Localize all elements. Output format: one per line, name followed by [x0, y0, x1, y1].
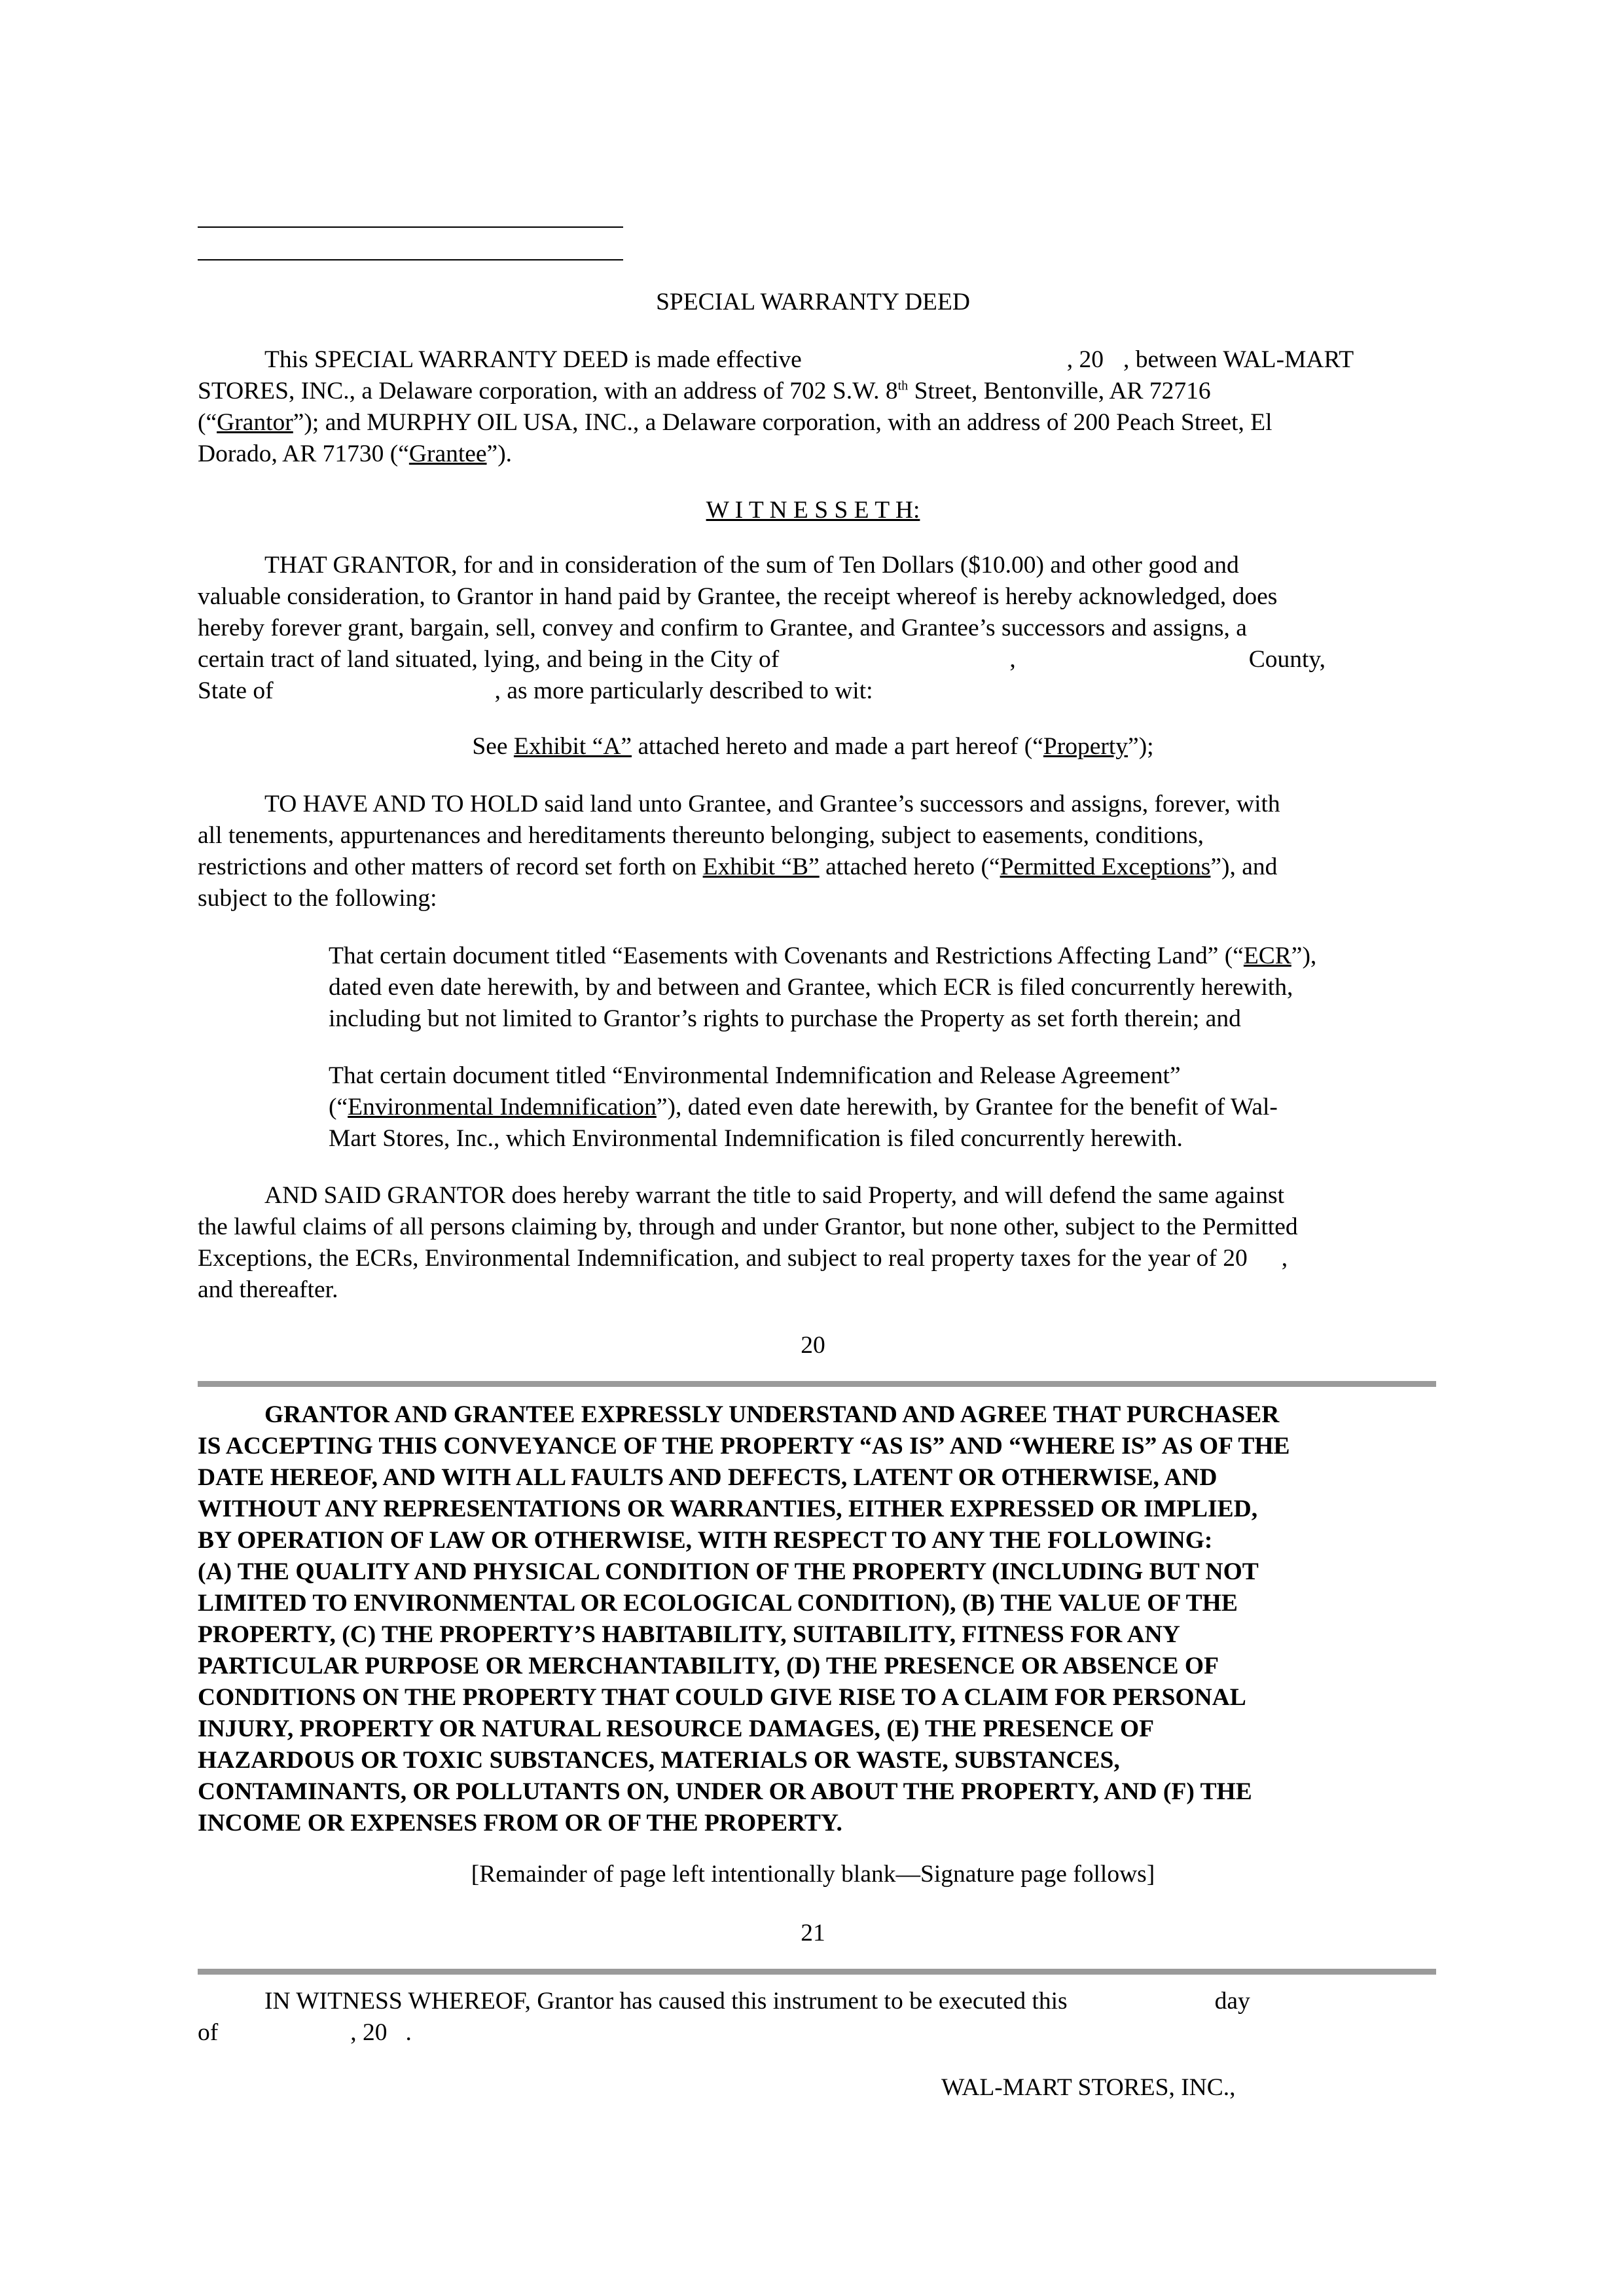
intro-text-f: (“	[198, 409, 217, 436]
environmental-item	[329, 1060, 1435, 1155]
intro-text-i: ”).	[486, 440, 513, 467]
tg-line-5b: , as more particularly described to wit:	[494, 677, 873, 704]
tg-line-2: valuable consideration, to Grantor in hand paid by Grantee, the receipt whereof is hereby acknowledged, does	[198, 583, 1278, 610]
iw-period: .	[405, 2019, 412, 2046]
env-line-2a: (“	[329, 1094, 348, 1121]
tg-line-4b: ,	[1009, 646, 1016, 673]
as-is-line: HAZARDOUS OR TOXIC SUBSTANCES, MATERIALS OR WASTE, SUBSTANCES,	[198, 1747, 1120, 1774]
page-separator-2	[198, 1969, 1436, 1975]
witnesseth-heading: W I T N E S S E T H:	[706, 497, 920, 524]
as-is-line: LIMITED TO ENVIRONMENTAL OR ECOLOGICAL CONDITION), (B) THE VALUE OF THE	[198, 1590, 1238, 1617]
hab-line-4: subject to the following:	[198, 885, 437, 912]
intro-text-d: STORES, INC., a Delaware corporation, with an address of 702 S.W. 8	[198, 378, 898, 404]
as-is-line: CONDITIONS ON THE PROPERTY THAT COULD GIVE RISE TO A CLAIM FOR PERSONAL	[198, 1684, 1246, 1711]
as-is-clause	[198, 1399, 1428, 1839]
ecr-line-1a: That certain document titled “Easements with Covenants and Restrictions Affecting Land” (“	[329, 942, 1244, 969]
as-is-line: INJURY, PROPERTY OR NATURAL RESOURCE DAMAGES, (E) THE PRESENCE OF	[198, 1715, 1155, 1742]
env-line-1: That certain document titled “Environmental Indemnification and Release Agreement”	[329, 1062, 1181, 1089]
as-is-line: WITHOUT ANY REPRESENTATIONS OR WARRANTIES, EITHER EXPRESSED OR IMPLIED,	[198, 1496, 1258, 1522]
property-term: Property	[1043, 733, 1128, 760]
ecr-line-1b: ”),	[1291, 942, 1317, 969]
recording-blank-line-1	[198, 226, 623, 228]
intro-year: , 20	[1066, 346, 1104, 373]
page-number-20: 20	[801, 1332, 825, 1359]
ecr-line-3: including but not limited to Grantor’s rights to purchase the Property as set forth therein; and	[329, 1005, 1241, 1032]
tg-line-4c: County,	[1248, 646, 1326, 673]
see-text-c: ”);	[1128, 733, 1154, 760]
as-is-line: (A) THE QUALITY AND PHYSICAL CONDITION OF THE PROPERTY (INCLUDING BUT NOT	[198, 1558, 1259, 1585]
as-is-line: DATE HEREOF, AND WITH ALL FAULTS AND DEFECTS, LATENT OR OTHERWISE, AND	[198, 1464, 1218, 1491]
war-line-2: the lawful claims of all persons claiming by, through and under Grantor, but none other, subject to the Permitted	[198, 1213, 1298, 1240]
page-separator-1	[198, 1381, 1436, 1387]
ecr-term: ECR	[1243, 942, 1291, 969]
exhibit-a-link[interactable]: Exhibit “A”	[513, 733, 632, 760]
intro-text-c: , between WAL-MART	[1123, 346, 1354, 373]
intro-text-a: This SPECIAL WARRANTY DEED is made effective	[264, 346, 802, 373]
as-is-line: IS ACCEPTING THIS CONVEYANCE OF THE PROPERTY “AS IS” AND “WHERE IS” AS OF THE	[198, 1433, 1290, 1460]
tg-line-5a: State of	[198, 677, 274, 704]
env-line-2b: ”), dated even date herewith, by Grantee for the benefit of Wal-	[656, 1094, 1278, 1121]
tg-line-1: THAT GRANTOR, for and in consideration of the sum of Ten Dollars ($10.00) and other good and	[264, 552, 1239, 579]
page-number-21: 21	[801, 1920, 825, 1946]
hab-line-3c: ”), and	[1210, 853, 1278, 880]
in-witness-paragraph	[198, 1986, 1428, 2049]
habendum-paragraph	[198, 789, 1428, 914]
hab-line-1: TO HAVE AND TO HOLD said land unto Grantee, and Grantee’s successors and assigns, forever, with	[264, 791, 1280, 817]
iw-day: day	[1214, 1988, 1250, 2015]
grantee-term: Grantee	[408, 440, 487, 467]
grantor-term: Grantor	[217, 409, 293, 436]
intro-paragraph	[198, 344, 1428, 470]
intro-text-e: Street, Bentonville, AR 72716	[908, 378, 1211, 404]
intro-text-h: Dorado, AR 71730 (“	[198, 440, 409, 467]
see-text-a: See	[472, 733, 514, 760]
war-line-4: and thereafter.	[198, 1276, 338, 1303]
hab-line-3a: restrictions and other matters of record set forth on	[198, 853, 703, 880]
iw-of: of	[198, 2019, 219, 2046]
exhibit-b-link[interactable]: Exhibit “B”	[702, 853, 820, 880]
remainder-note: [Remainder of page left intentionally blank—Signature page follows]	[471, 1861, 1155, 1888]
tg-line-3: hereby forever grant, bargain, sell, convey and confirm to Grantee, and Grantee’s successors and assigns, a	[198, 615, 1247, 641]
iw-text-a: IN WITNESS WHEREOF, Grantor has caused this instrument to be executed this	[264, 1988, 1068, 2015]
env-term: Environmental Indemnification	[348, 1094, 657, 1121]
permitted-exceptions-term: Permitted Exceptions	[1000, 853, 1211, 880]
recording-blank-line-2	[198, 259, 623, 260]
war-line-3b: ,	[1281, 1245, 1288, 1272]
as-is-line: PARTICULAR PURPOSE OR MERCHANTABILITY, (D) THE PRESENCE OR ABSENCE OF	[198, 1653, 1219, 1679]
ecr-line-2: dated even date herewith, by and between and Grantee, which ECR is filed concurrently herewith,	[329, 974, 1293, 1001]
war-line-1: AND SAID GRANTOR does hereby warrant the title to said Property, and will defend the same against	[264, 1182, 1284, 1209]
ecr-item	[329, 941, 1435, 1035]
tg-line-4a: certain tract of land situated, lying, and being in the City of	[198, 646, 780, 673]
as-is-line: BY OPERATION OF LAW OR OTHERWISE, WITH RESPECT TO ANY THE FOLLOWING:	[198, 1527, 1213, 1554]
intro-sup: th	[897, 378, 909, 393]
war-line-3a: Exceptions, the ECRs, Environmental Indemnification, and subject to real property taxes for the year of 20	[198, 1245, 1248, 1272]
hab-line-3b: attached hereto (“	[819, 853, 1000, 880]
warranty-paragraph	[198, 1180, 1428, 1306]
iw-year: , 20	[350, 2019, 388, 2046]
signatory-name: WAL-MART STORES, INC.,	[941, 2074, 1236, 2101]
as-is-line: GRANTOR AND GRANTEE EXPRESSLY UNDERSTAND AND AGREE THAT PURCHASER	[264, 1401, 1280, 1428]
as-is-line: CONTAMINANTS, OR POLLUTANTS ON, UNDER OR ABOUT THE PROPERTY, AND (F) THE	[198, 1778, 1252, 1805]
that-grantor-paragraph	[198, 550, 1428, 707]
as-is-line: PROPERTY, (C) THE PROPERTY’S HABITABILITY, SUITABILITY, FITNESS FOR ANY	[198, 1621, 1180, 1648]
as-is-line: INCOME OR EXPENSES FROM OR OF THE PROPERTY.	[198, 1810, 842, 1837]
see-exhibit-a-line	[198, 731, 1428, 762]
env-line-3: Mart Stores, Inc., which Environmental Indemnification is filed concurrently herewith.	[329, 1125, 1183, 1152]
intro-text-g: ”); and MURPHY OIL USA, INC., a Delaware corporation, with an address of 200 Peach Street, El	[293, 409, 1272, 436]
see-text-b: attached hereto and made a part hereof (“	[632, 733, 1043, 760]
hab-line-2: all tenements, appurtenances and hereditaments thereunto belonging, subject to easements, conditions,	[198, 822, 1204, 849]
deed-title: SPECIAL WARRANTY DEED	[656, 289, 970, 315]
